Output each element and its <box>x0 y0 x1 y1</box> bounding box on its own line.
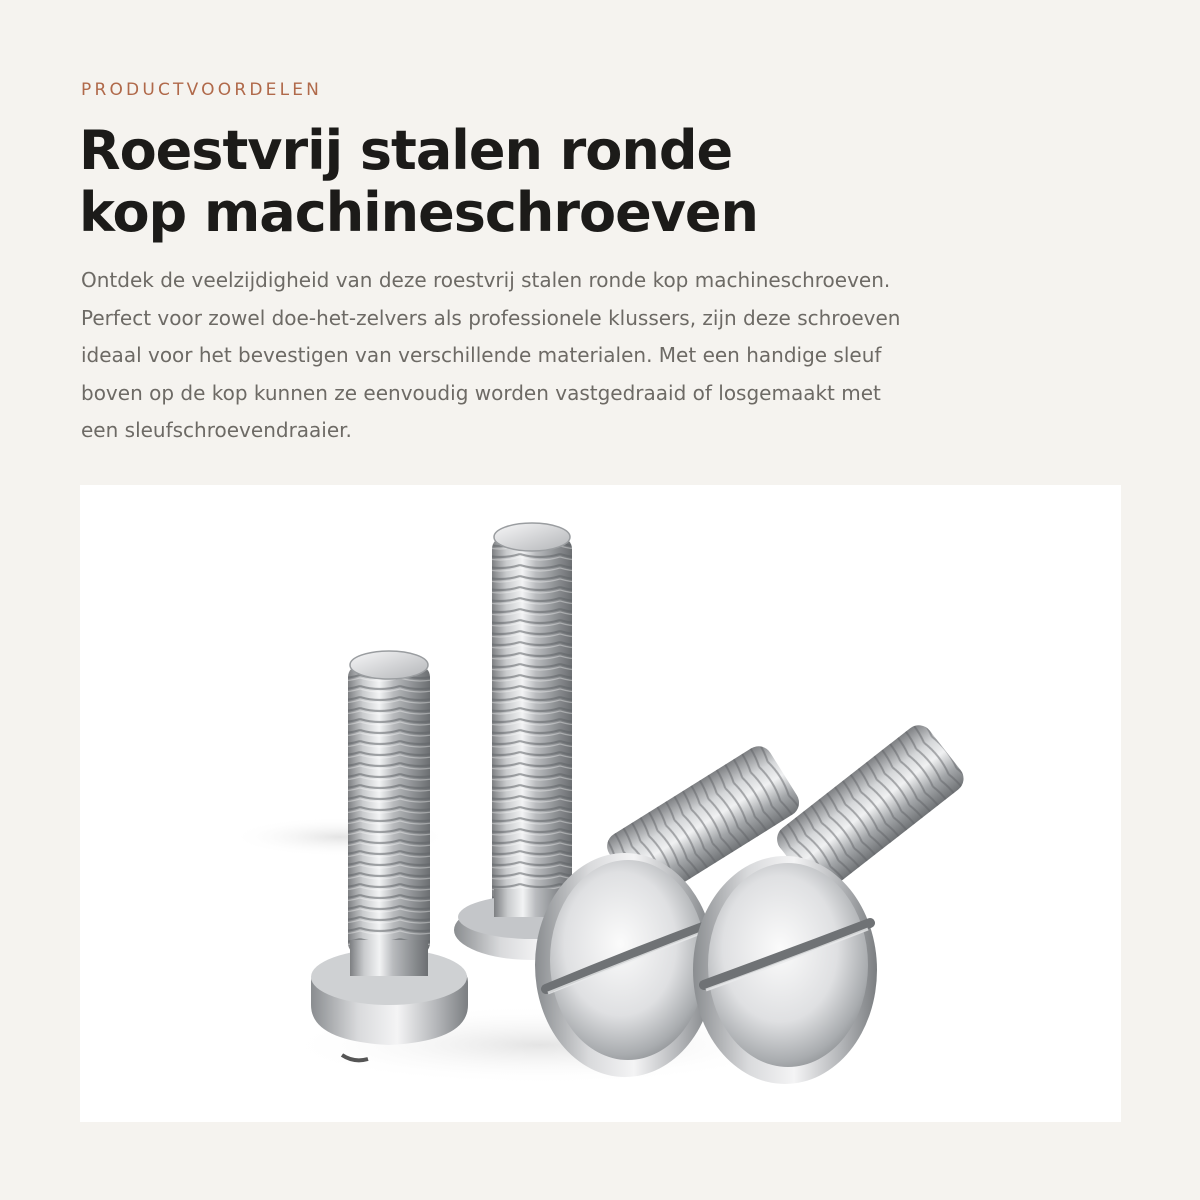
product-photo <box>80 485 1121 1122</box>
page-title <box>79 120 1079 244</box>
eyebrow-label: PRODUCTVOORDELEN <box>81 80 323 100</box>
intro-line: ideaal voor het bevestigen van verschillende materialen. Met een handige sleuf <box>81 343 882 367</box>
intro-line: Perfect voor zowel doe-het-zelvers als professionele klussers, zijn deze schroeven <box>81 305 901 330</box>
intro-line: Ontdek de veelzijdigheid van deze roestvrij stalen ronde kop machineschroeven. <box>81 268 891 292</box>
screws-illustration <box>80 485 1121 1122</box>
intro-paragraph <box>81 262 1081 450</box>
intro-line: een sleufschroevendraaier. <box>81 418 352 442</box>
page-title-line: kop machineschroeven <box>79 181 758 244</box>
intro-line: boven op de kop kunnen ze eenvoudig worden vastgedraaid of losgemaakt met <box>81 380 881 405</box>
page-title-line: Roestvrij stalen ronde <box>79 119 733 182</box>
